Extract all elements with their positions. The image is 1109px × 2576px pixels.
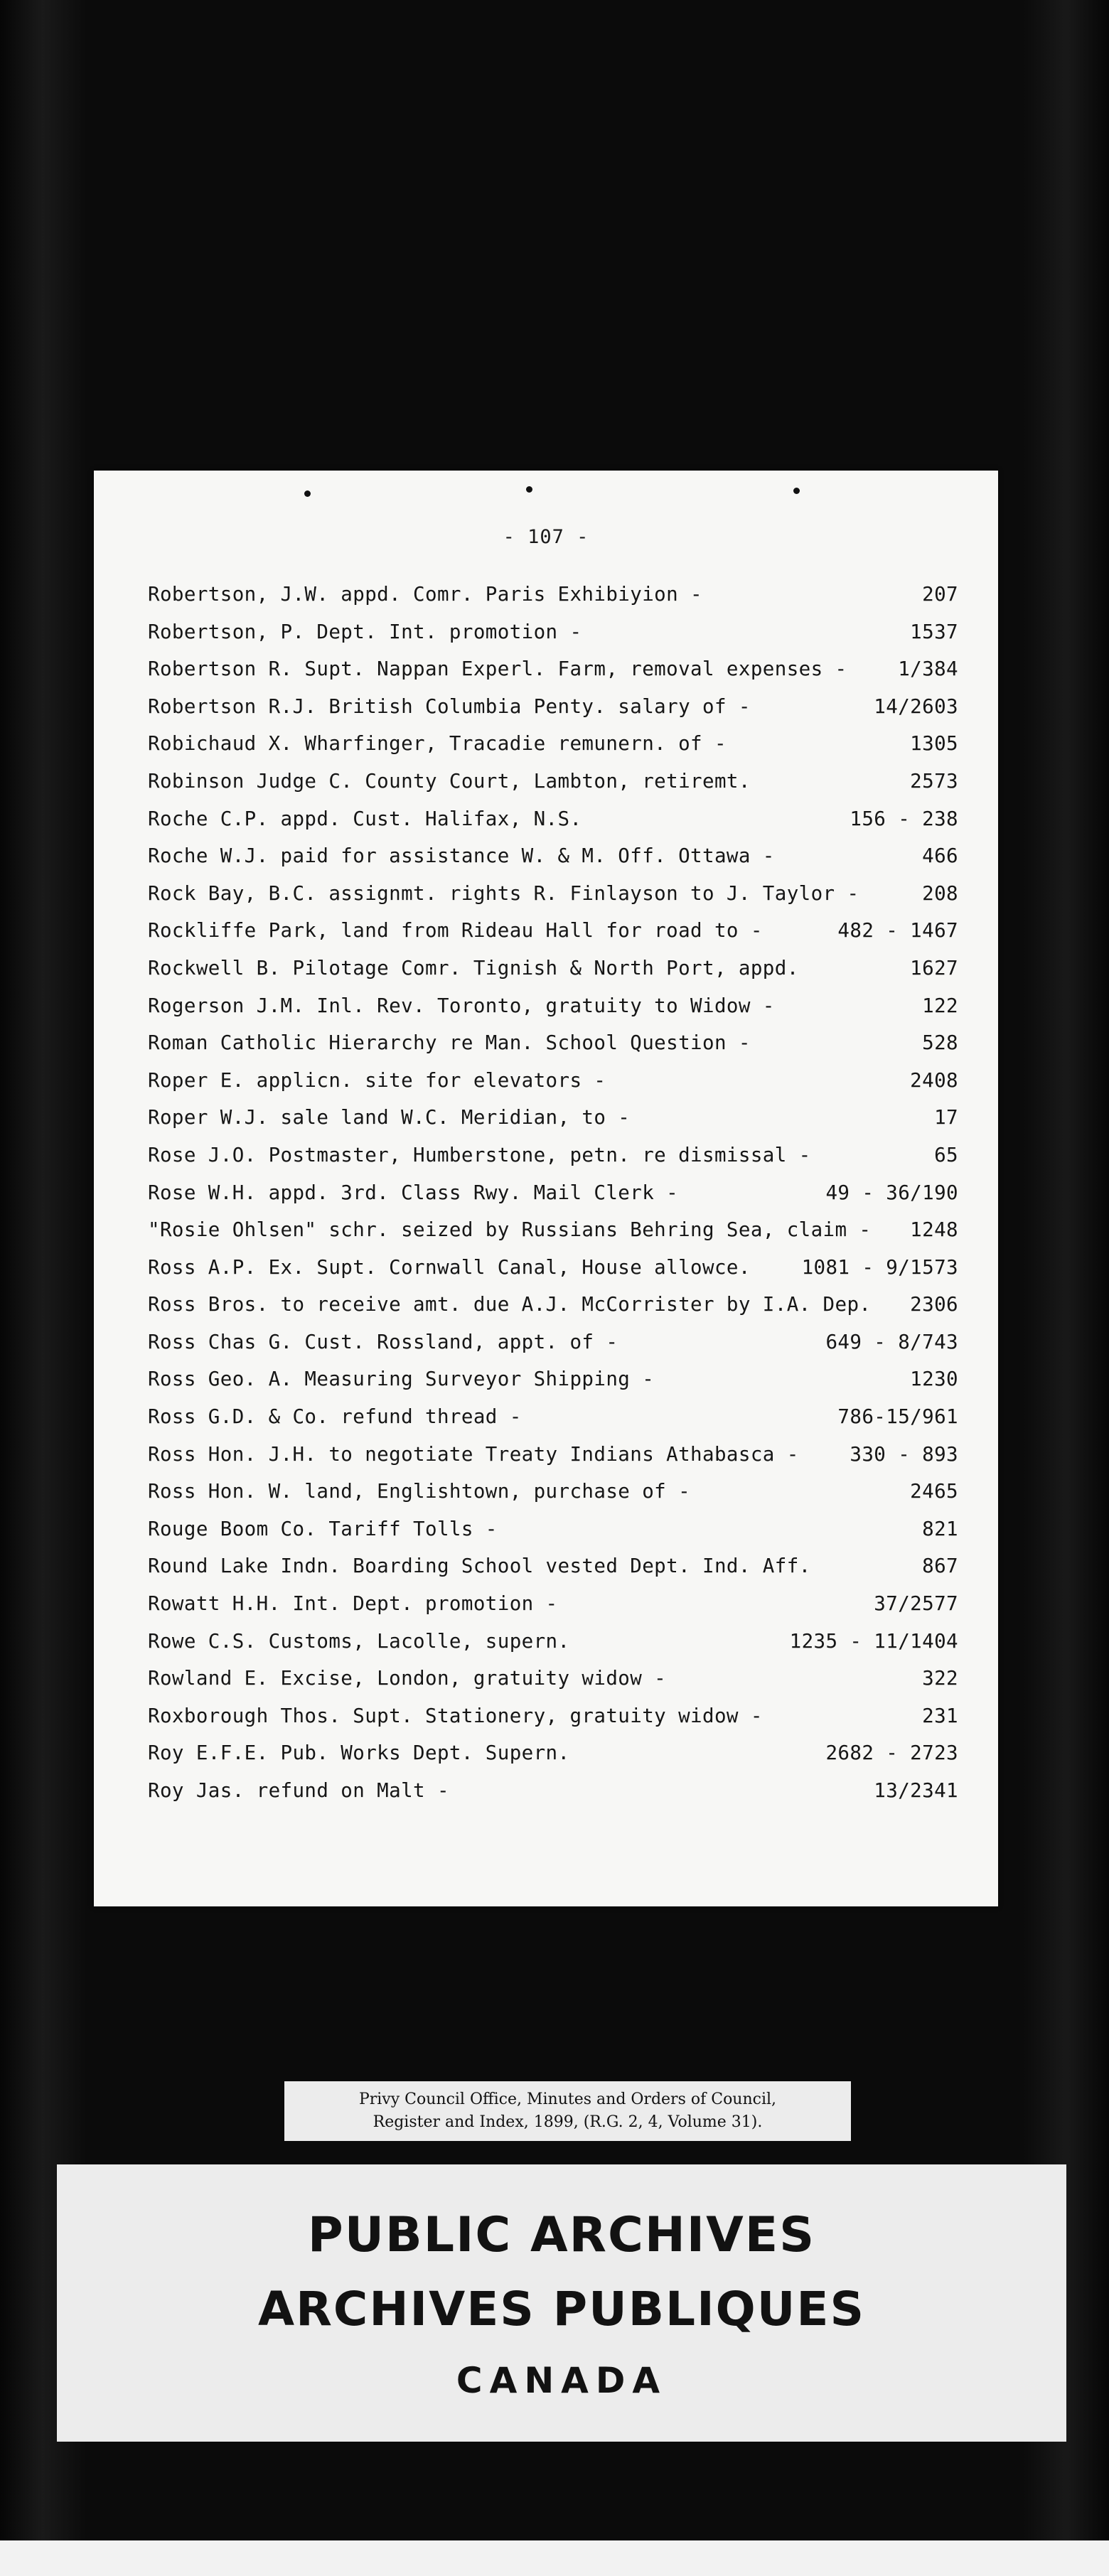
entry-reference: 466 [922, 844, 958, 868]
entry-text: Roche C.P. appd. Cust. Halifax, N.S. [148, 807, 582, 830]
entry-reference: 482 - 1467 [837, 919, 958, 943]
entry-text: Roman Catholic Hierarchy re Man. School Question - [148, 1031, 751, 1055]
entry-reference: 207 [922, 583, 958, 606]
page-number: - 107 - [503, 526, 589, 548]
index-page [94, 471, 998, 1906]
entry-text: Ross Geo. A. Measuring Surveyor Shipping - [148, 1368, 655, 1391]
index-entry [148, 1436, 958, 1474]
entry-reference: 1537 [910, 620, 958, 643]
index-entry [148, 800, 958, 838]
index-entry [148, 1211, 958, 1249]
entry-text: Rowland E. Excise, London, gratuity widow - [148, 1667, 667, 1690]
index-entry [148, 987, 958, 1025]
entry-text: Robertson, P. Dept. Int. promotion - [148, 620, 582, 643]
entry-reference: 156 - 238 [850, 807, 958, 830]
entry-reference: 1235 - 11/1404 [789, 1629, 958, 1653]
index-entry [148, 1734, 958, 1772]
index-entry [148, 1249, 958, 1287]
entry-text: Ross A.P. Ex. Supt. Cornwall Canal, House allowce. [148, 1255, 751, 1279]
punch-mark [793, 488, 800, 494]
entry-text: Rock Bay, B.C. assignmt. rights R. Finlayson to J. Taylor - [148, 881, 859, 905]
index-entry [148, 688, 958, 726]
index-entry [148, 1547, 958, 1585]
index-entry [148, 1024, 958, 1062]
index-entry [148, 1324, 958, 1361]
index-entry [148, 1174, 958, 1212]
archives-title-fr: ARCHIVES PUBLIQUES [257, 2282, 865, 2336]
entry-reference: 1081 - 9/1573 [801, 1255, 958, 1279]
entry-text: Roche W.J. paid for assistance W. & M. Off. Ottawa - [148, 844, 775, 868]
entry-text: Rogerson J.M. Inl. Rev. Toronto, gratuity to Widow - [148, 994, 775, 1017]
index-entry [148, 576, 958, 613]
source-caption [284, 2081, 851, 2141]
caption-line: Register and Index, 1899, (R.G. 2, 4, Volume 31). [373, 2113, 763, 2131]
index-entry [148, 1585, 958, 1623]
entry-text: Roper E. applicn. site for elevators - [148, 1068, 606, 1092]
entry-reference: 65 [934, 1143, 958, 1166]
index-entry [148, 837, 958, 875]
entry-text: Robertson, J.W. appd. Comr. Paris Exhibiyion - [148, 583, 702, 606]
entry-reference: 14/2603 [874, 694, 958, 718]
entry-reference: 49 - 36/190 [825, 1181, 958, 1204]
index-entry [148, 950, 958, 987]
entry-reference: 2465 [910, 1480, 958, 1503]
entry-text: Roy E.F.E. Pub. Works Dept. Supern. [148, 1742, 570, 1765]
entry-text: Robinson Judge C. County Court, Lambton, retiremt. [148, 769, 751, 793]
entry-text: Round Lake Indn. Boarding School vested Dept. Ind. Aff. [148, 1555, 811, 1578]
entry-text: Ross Bros. to receive amt. due A.J. McCorrister by I.A. Dep. [148, 1293, 872, 1316]
index-entries [148, 576, 958, 1810]
index-entry [148, 1772, 958, 1810]
entry-reference: 13/2341 [874, 1779, 958, 1802]
entry-reference: 322 [922, 1667, 958, 1690]
entry-reference: 821 [922, 1517, 958, 1540]
index-entry [148, 1361, 958, 1398]
punch-mark [526, 486, 532, 493]
entry-text: Roy Jas. refund on Malt - [148, 1779, 449, 1802]
entry-text: Rouge Boom Co. Tariff Tolls - [148, 1517, 498, 1540]
entry-reference: 2408 [910, 1068, 958, 1092]
index-entry [148, 725, 958, 763]
entry-text: Rowatt H.H. Int. Dept. promotion - [148, 1592, 558, 1616]
index-entry [148, 763, 958, 800]
entry-text: "Rosie Ohlsen" schr. seized by Russians Behring Sea, claim - [148, 1218, 872, 1242]
entry-reference: 2682 - 2723 [825, 1742, 958, 1765]
entry-text: Rockliffe Park, land from Rideau Hall for road to - [148, 919, 763, 943]
index-entry [148, 912, 958, 950]
index-entry [148, 875, 958, 913]
archives-country: CANADA [456, 2360, 668, 2401]
index-entry [148, 1099, 958, 1137]
archives-stamp [57, 2164, 1066, 2442]
index-entry [148, 1473, 958, 1510]
entry-reference: 231 [922, 1704, 958, 1727]
entry-text: Ross Hon. J.H. to negotiate Treaty Indians Athabasca - [148, 1442, 799, 1466]
index-entry [148, 613, 958, 651]
index-entry [148, 1062, 958, 1100]
entry-reference: 867 [922, 1555, 958, 1578]
index-entry [148, 1398, 958, 1436]
entry-reference: 1230 [910, 1368, 958, 1391]
index-entry [148, 1660, 958, 1697]
entry-text: Rose J.O. Postmaster, Humberstone, petn. re dismissal - [148, 1143, 811, 1166]
entry-text: Roper W.J. sale land W.C. Meridian, to - [148, 1106, 631, 1129]
entry-text: Roxborough Thos. Supt. Stationery, gratuity widow - [148, 1704, 763, 1727]
index-entry [148, 1286, 958, 1324]
bottom-margin [0, 2540, 1109, 2576]
index-entry [148, 1623, 958, 1660]
entry-reference: 1248 [910, 1218, 958, 1242]
entry-reference: 649 - 8/743 [825, 1330, 958, 1353]
index-entry [148, 1510, 958, 1548]
entry-reference: 1305 [910, 732, 958, 756]
caption-line: Privy Council Office, Minutes and Orders of Council, [358, 2091, 777, 2108]
entry-reference: 2306 [910, 1293, 958, 1316]
entry-reference: 17 [934, 1106, 958, 1129]
entry-text: Robertson R. Supt. Nappan Experl. Farm, removal expenses - [148, 658, 847, 681]
index-entry [148, 650, 958, 688]
punch-mark [304, 490, 311, 497]
entry-reference: 37/2577 [874, 1592, 958, 1616]
entry-text: Robichaud X. Wharfinger, Tracadie remunern. of - [148, 732, 727, 756]
entry-text: Ross G.D. & Co. refund thread - [148, 1405, 522, 1429]
entry-text: Ross Hon. W. land, Englishtown, purchase of - [148, 1480, 691, 1503]
entry-text: Rose W.H. appd. 3rd. Class Rwy. Mail Clerk - [148, 1181, 679, 1204]
archives-title-en: PUBLIC ARCHIVES [307, 2207, 816, 2263]
entry-text: Rockwell B. Pilotage Comr. Tignish & North Port, appd. [148, 956, 799, 980]
entry-reference: 208 [922, 881, 958, 905]
entry-reference: 2573 [910, 769, 958, 793]
index-entry [148, 1137, 958, 1174]
entry-reference: 1627 [910, 956, 958, 980]
entry-reference: 122 [922, 994, 958, 1017]
entry-reference: 1/384 [898, 658, 958, 681]
entry-text: Robertson R.J. British Columbia Penty. salary of - [148, 694, 751, 718]
entry-text: Rowe C.S. Customs, Lacolle, supern. [148, 1629, 570, 1653]
index-entry [148, 1697, 958, 1735]
entry-text: Ross Chas G. Cust. Rossland, appt. of - [148, 1330, 618, 1353]
entry-reference: 528 [922, 1031, 958, 1055]
entry-reference: 330 - 893 [850, 1442, 958, 1466]
entry-reference: 786-15/961 [837, 1405, 958, 1429]
